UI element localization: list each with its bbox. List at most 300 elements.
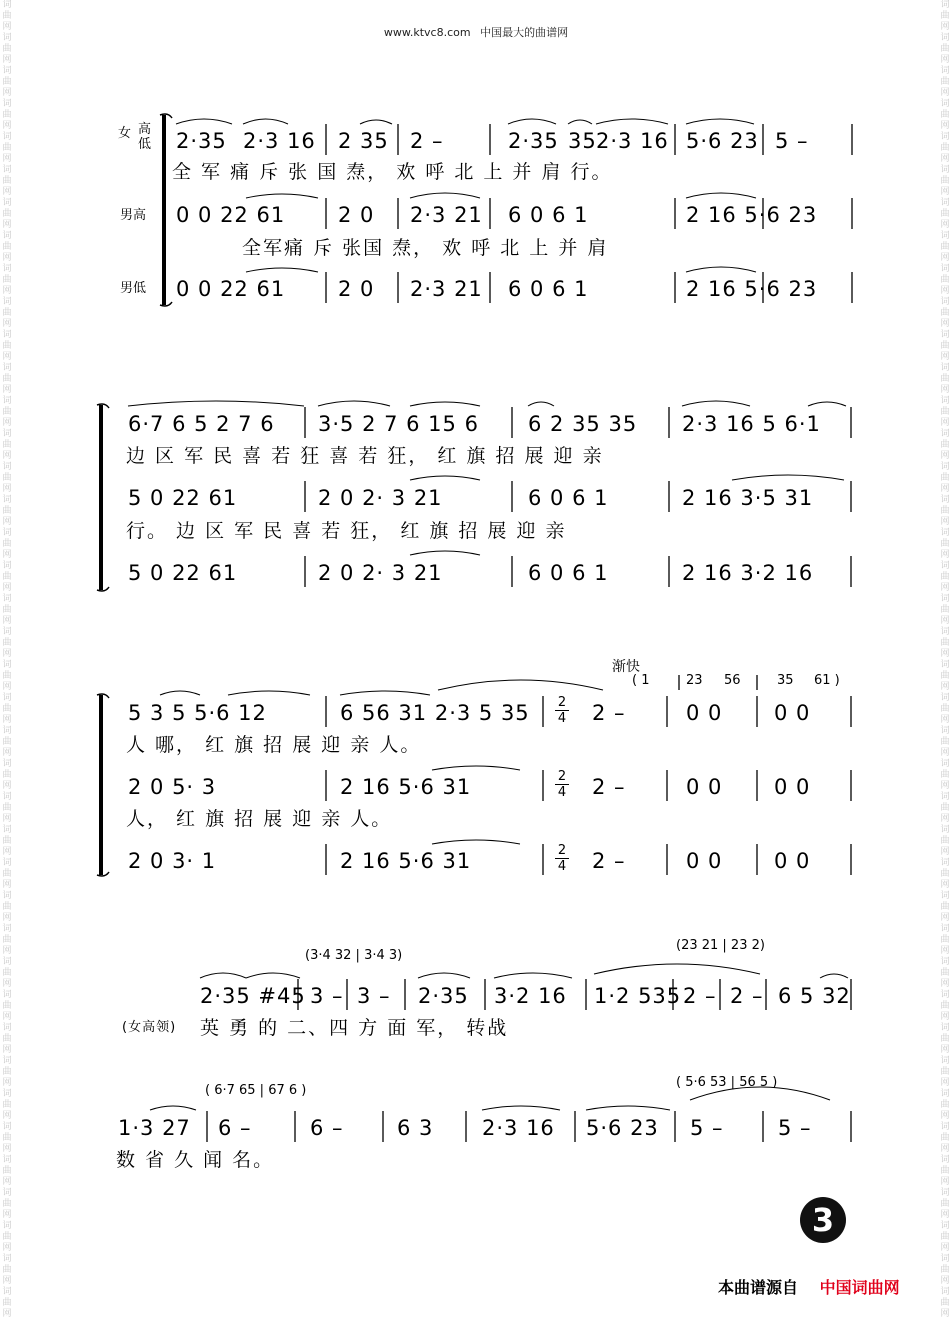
measure: 2·3 21 (410, 277, 483, 301)
measure: 0 0 (686, 775, 723, 799)
line5-lyrics (0, 1144, 952, 1176)
lyric-line: 边 区 军 民 喜 若 狂 喜 若 狂， 红 旗 招 展 迎 亲 (126, 445, 604, 467)
slur (360, 120, 392, 124)
measure: 6 0 6 1 (528, 486, 609, 510)
watermark-char: 网 (2, 88, 12, 98)
system1-male-high-notes (0, 199, 952, 231)
watermark-char: 词 (2, 528, 12, 538)
watermark-char: 曲 (940, 539, 950, 549)
watermark-char: 网 (2, 286, 12, 296)
watermark-char: 词 (940, 528, 950, 538)
watermark-char: 网 (940, 880, 950, 890)
watermark-char: 网 (940, 121, 950, 131)
lyric-line: 人， 红 旗 招 展 迎 亲 人。 (126, 808, 393, 830)
measure: 5·6 23 (686, 129, 759, 153)
watermark-char: 词 (2, 1023, 12, 1033)
slur (246, 268, 318, 272)
site-url[interactable]: www.ktvc8.com (383, 26, 471, 39)
watermark-char: 词 (940, 66, 950, 76)
watermark-char: 曲 (2, 176, 12, 186)
watermark-char: 词 (2, 33, 12, 43)
watermark-char: 网 (940, 1276, 950, 1286)
time-signature-bottom: 4 (557, 785, 567, 800)
watermark-char: 曲 (2, 770, 12, 780)
watermark-char: 曲 (2, 902, 12, 912)
measure: 6 2 35 35 (528, 412, 638, 436)
measure: 6 0 6 1 (528, 561, 609, 585)
watermark-char: 曲 (940, 671, 950, 681)
watermark-char: 曲 (2, 77, 12, 87)
watermark-char: 词 (940, 132, 950, 142)
watermark-char: 词 (2, 1056, 12, 1066)
measure: 2·3 16 5 6·1 (682, 412, 821, 436)
slur (820, 974, 848, 978)
slur (508, 119, 556, 124)
watermark-char: 曲 (2, 1067, 12, 1077)
measure: 6 – (218, 1116, 252, 1140)
watermark-char: 曲 (940, 176, 950, 186)
system1-women-lyrics (0, 156, 952, 188)
watermark-char: 词 (2, 660, 12, 670)
watermark-char: 网 (2, 1276, 12, 1286)
watermark-char: 网 (940, 550, 950, 560)
line5-notes (0, 1112, 952, 1144)
watermark-char: 词 (940, 1254, 950, 1264)
watermark-char: 词 (2, 1188, 12, 1198)
tempo-marking: 渐快 (612, 659, 640, 675)
watermark-char: 网 (2, 583, 12, 593)
watermark-char: 网 (940, 913, 950, 923)
slur (340, 691, 430, 695)
measure: 2 – (592, 849, 626, 873)
watermark-char: 曲 (2, 605, 12, 615)
watermark-char: 曲 (2, 968, 12, 978)
watermark-char: 网 (940, 385, 950, 395)
watermark-char: 网 (2, 1111, 12, 1121)
watermark-char: 词 (940, 1221, 950, 1231)
watermark-char: 曲 (2, 704, 12, 714)
footer-brand-link[interactable]: 中国词曲网 (819, 1278, 900, 1297)
measure: 6 – (310, 1116, 344, 1140)
watermark-char: 曲 (2, 275, 12, 285)
slur (418, 973, 470, 978)
watermark-char: 曲 (940, 1034, 950, 1044)
watermark-char: 词 (940, 759, 950, 769)
watermark-char: 词 (940, 396, 950, 406)
slur (410, 476, 480, 480)
measure: 2 35 (338, 129, 389, 153)
measure: 2·3 21 (410, 203, 483, 227)
watermark-char: 网 (940, 352, 950, 362)
lyric-line: 英 勇 的 二、四 方 面 军， 转战 (200, 1017, 509, 1039)
measure: 2 – (683, 984, 717, 1008)
watermark-char: 词 (2, 924, 12, 934)
slur (594, 964, 760, 974)
time-signature-top: 2 (557, 769, 567, 784)
watermark-char: 曲 (940, 308, 950, 318)
watermark-char: 曲 (940, 44, 950, 54)
system1-male-low-notes (0, 273, 952, 305)
watermark-char: 词 (2, 561, 12, 571)
accomp-figure: 23 (686, 673, 703, 688)
measure: 2 16 5·6 23 (686, 277, 818, 301)
measure: 6·7 6 5 2 7 6 (128, 412, 275, 436)
watermark-char: 曲 (2, 1034, 12, 1044)
watermark-char: 网 (940, 1012, 950, 1022)
measure: 2·35 (418, 984, 469, 1008)
watermark-char: 网 (2, 253, 12, 263)
watermark-char: 曲 (940, 770, 950, 780)
watermark-char: 曲 (2, 1298, 12, 1308)
watermark-char: 词 (2, 99, 12, 109)
watermark-char: 词 (940, 792, 950, 802)
measure: 0 0 (774, 775, 811, 799)
watermark-char: 曲 (2, 143, 12, 153)
watermark-char: 词 (940, 990, 950, 1000)
watermark-char: 词 (940, 99, 950, 109)
watermark-char: 网 (940, 1144, 950, 1154)
watermark-char: 曲 (2, 671, 12, 681)
accomp-figure: 56 (724, 673, 741, 688)
voice-women-char-1: 女 (118, 126, 132, 141)
time-signature-bottom: 4 (557, 711, 567, 726)
watermark-char: 网 (2, 517, 12, 527)
measure: 2·3 16 (482, 1116, 555, 1140)
voice-male-high-label: 男高 (120, 208, 147, 223)
watermark-char: 网 (2, 451, 12, 461)
watermark-char: 词 (2, 297, 12, 307)
watermark-char: 曲 (2, 110, 12, 120)
measure: 2 16 3·5 31 (682, 486, 814, 510)
watermark-char: 词 (2, 990, 12, 1000)
measure: 2·3 16 (243, 129, 316, 153)
watermark-char: 词 (940, 726, 950, 736)
watermark-char: 词 (940, 363, 950, 373)
watermark-char: 网 (940, 187, 950, 197)
measure: 6 5 32 (778, 984, 851, 1008)
slur (243, 119, 288, 124)
voice-women-char-3: 低 (138, 137, 152, 152)
watermark-char: 曲 (940, 407, 950, 417)
watermark-char: 网 (2, 616, 12, 626)
slur (686, 193, 756, 198)
measure: 2 0 (338, 277, 375, 301)
watermark-char: 网 (940, 1177, 950, 1187)
watermark-char: 网 (940, 649, 950, 659)
system3-male-high-notes (0, 771, 952, 803)
watermark-char: 网 (940, 88, 950, 98)
line4-notes (0, 980, 952, 1012)
watermark-char: 词 (940, 33, 950, 43)
watermark-char: 曲 (940, 605, 950, 615)
watermark-char: 网 (940, 781, 950, 791)
watermark-char: 词 (2, 627, 12, 637)
watermark-char: 曲 (940, 572, 950, 582)
lyric-line: 数 省 久 闻 名。 (116, 1149, 275, 1171)
measure: 1·3 27 (118, 1116, 191, 1140)
watermark-char: 网 (940, 253, 950, 263)
watermark-char: 网 (2, 22, 12, 32)
watermark-char: 网 (940, 715, 950, 725)
watermark-char: 曲 (2, 341, 12, 351)
watermark-char: 词 (940, 693, 950, 703)
watermark-char: 网 (940, 979, 950, 989)
slur (128, 401, 304, 406)
watermark-char: 曲 (940, 803, 950, 813)
watermark-char: 词 (940, 231, 950, 241)
watermark-char: 网 (2, 418, 12, 428)
watermark-char: 词 (940, 627, 950, 637)
accomp-figure: 61 ) (814, 673, 840, 688)
measure: 2 – (730, 984, 764, 1008)
measure: 2 16 5·6 31 (340, 849, 472, 873)
watermark-char: 曲 (940, 836, 950, 846)
page-number-badge: 3 (800, 1197, 846, 1243)
slur (494, 973, 572, 978)
site-title: 中国最大的曲谱网 (480, 26, 569, 39)
measure: 2·35 (176, 129, 227, 153)
watermark-char: 网 (940, 814, 950, 824)
measure: 2 16 5·6 23 (686, 203, 818, 227)
watermark-char: 曲 (2, 1199, 12, 1209)
watermark-char: 网 (2, 913, 12, 923)
slur (732, 475, 844, 480)
watermark-char: 曲 (940, 209, 950, 219)
measure: 5 – (775, 129, 809, 153)
watermark-char: 词 (2, 1254, 12, 1264)
accomp-figure: ( 1 (632, 673, 650, 688)
watermark-char: 曲 (2, 935, 12, 945)
watermark-char: 曲 (2, 737, 12, 747)
watermark-char: 词 (2, 330, 12, 340)
measure: 0 0 (686, 849, 723, 873)
slur (410, 551, 480, 555)
watermark-char: 曲 (940, 869, 950, 879)
watermark-char: 词 (2, 396, 12, 406)
time-signature-bottom: 4 (557, 859, 567, 874)
watermark-char: 曲 (940, 1166, 950, 1176)
watermark-char: 词 (2, 132, 12, 142)
watermark-char: 词 (2, 1287, 12, 1297)
watermark-char: 曲 (2, 1001, 12, 1011)
watermark-char: 词 (2, 363, 12, 373)
watermark-char: 网 (940, 682, 950, 692)
watermark-char: 网 (2, 1243, 12, 1253)
measure: 2 0 2· 3 21 (318, 486, 443, 510)
watermark-char: 网 (940, 847, 950, 857)
watermark-char: 词 (940, 198, 950, 208)
watermark-char: 词 (940, 1155, 950, 1165)
watermark-char: 词 (940, 594, 950, 604)
lyric-line: 全军痛 斥 张国 焘， 欢 呼 北 上 并 肩 (242, 237, 609, 259)
watermark-char: 曲 (940, 1067, 950, 1077)
watermark-char: 词 (2, 1155, 12, 1165)
measure: 2 16 3·2 16 (682, 561, 814, 585)
watermark-char: 网 (2, 814, 12, 824)
system2-male-high-notes (0, 482, 952, 514)
watermark-char: 词 (2, 726, 12, 736)
lyric-line: 全 军 痛 斥 张 国 焘， 欢 呼 北 上 并 肩 行。 (172, 161, 613, 183)
measure: 5 – (690, 1116, 724, 1140)
watermark-char: 网 (940, 1243, 950, 1253)
watermark-char: 曲 (940, 275, 950, 285)
ornament-annotation: ( 6·7 65 | 67 6 ) (205, 1083, 307, 1098)
measure: 6 0 6 1 (508, 277, 589, 301)
slur (318, 401, 390, 406)
watermark-char: 词 (2, 429, 12, 439)
watermark-char: 词 (940, 1056, 950, 1066)
measure: 5 0 22 61 (128, 486, 238, 510)
watermark-char: 词 (940, 297, 950, 307)
watermark-char: 词 (2, 165, 12, 175)
system3-male-low-notes (0, 845, 952, 877)
slur (410, 193, 480, 198)
slur (686, 267, 756, 272)
slur (586, 1106, 670, 1110)
watermark-char: 曲 (2, 308, 12, 318)
watermark-char: 曲 (2, 1265, 12, 1275)
watermark-char: 网 (940, 484, 950, 494)
watermark-char: 曲 (2, 1100, 12, 1110)
measure: 5 – (778, 1116, 812, 1140)
watermark-char: 网 (940, 1045, 950, 1055)
watermark-char: 词 (940, 561, 950, 571)
watermark-char: 网 (2, 946, 12, 956)
watermark-char: 网 (940, 748, 950, 758)
watermark-char: 词 (940, 1287, 950, 1297)
lyric-line: 人 哪， 红 旗 招 展 迎 亲 人。 (126, 734, 422, 756)
watermark-char: 词 (2, 231, 12, 241)
measure: 6 56 31 2·3 5 35 (340, 701, 530, 725)
watermark-char: 曲 (940, 242, 950, 252)
watermark-char: 网 (2, 187, 12, 197)
watermark-char: 网 (2, 781, 12, 791)
system3-male-high-lyrics (0, 803, 952, 835)
watermark-char: 网 (2, 748, 12, 758)
watermark-char: 曲 (2, 1166, 12, 1176)
system3-women-lyrics (0, 729, 952, 761)
slur (568, 120, 592, 124)
measure: 5 0 22 61 (128, 561, 238, 585)
measure: 3 – (357, 984, 391, 1008)
system1-male-high-lyrics (0, 232, 952, 264)
watermark-char: 词 (2, 1089, 12, 1099)
watermark-char: 网 (2, 649, 12, 659)
measure: 2 – (410, 129, 444, 153)
watermark-char: 词 (2, 891, 12, 901)
watermark-char: 网 (2, 979, 12, 989)
watermark-char: 网 (2, 55, 12, 65)
measure: 5·6 23 (586, 1116, 659, 1140)
watermark-char: 网 (2, 1309, 12, 1319)
slur (686, 119, 754, 124)
watermark-char: 曲 (2, 1232, 12, 1242)
watermark-char: 词 (2, 792, 12, 802)
measure: 0 0 22 61 (176, 277, 286, 301)
time-signature (555, 844, 569, 873)
watermark-char: 曲 (2, 836, 12, 846)
watermark-char: 网 (940, 1210, 950, 1220)
watermark-char: 曲 (940, 1265, 950, 1275)
watermark-char: 词 (940, 858, 950, 868)
watermark-char: 网 (2, 715, 12, 725)
watermark-char: 网 (2, 1078, 12, 1088)
watermark-char: 曲 (2, 869, 12, 879)
ornament-annotation: ( 5·6 53 | 56 5 ) (676, 1075, 778, 1090)
watermark-char: 曲 (2, 1133, 12, 1143)
watermark-char: 网 (940, 451, 950, 461)
watermark-char: 词 (940, 264, 950, 274)
watermark-char: 网 (940, 946, 950, 956)
watermark-char: 网 (2, 154, 12, 164)
slur (482, 1106, 560, 1110)
watermark-char: 曲 (2, 374, 12, 384)
watermark-char: 曲 (940, 1298, 950, 1308)
system2-male-low-notes (0, 557, 952, 589)
watermark-char: 网 (2, 319, 12, 329)
time-signature-top: 2 (557, 843, 567, 858)
watermark-char: 曲 (940, 506, 950, 516)
watermark-char: 曲 (2, 803, 12, 813)
watermark-char: 网 (940, 55, 950, 65)
slur (228, 691, 310, 695)
watermark-char: 曲 (940, 473, 950, 483)
watermark-char: 词 (940, 495, 950, 505)
watermark-char: 网 (2, 1177, 12, 1187)
watermark-char: 词 (2, 858, 12, 868)
measure: 2 16 5·6 31 (340, 775, 472, 799)
watermark-char: 曲 (940, 968, 950, 978)
measure: 6 0 6 1 (508, 203, 589, 227)
measure: 3·5 2 7 6 15 6 (318, 412, 479, 436)
slur (432, 840, 520, 844)
slur (246, 194, 318, 198)
accomp-figure: 35 (777, 673, 794, 688)
watermark-char: 网 (940, 1078, 950, 1088)
watermark-char: 网 (2, 847, 12, 857)
system1-women-notes (0, 125, 952, 157)
measure: 2 0 (338, 203, 375, 227)
watermark-char: 网 (940, 286, 950, 296)
solo-leader-label: (女高领) (122, 1020, 177, 1035)
measure: 3·2 16 (494, 984, 567, 1008)
system2-women-notes (0, 408, 952, 440)
watermark-char: 词 (940, 1023, 950, 1033)
watermark-char: 曲 (940, 143, 950, 153)
watermark-char: 词 (2, 0, 12, 10)
measure: 2 0 5· 3 (128, 775, 217, 799)
measure: 6 3 (397, 1116, 434, 1140)
watermark-char: 网 (940, 1309, 950, 1319)
system3-women-notes (0, 697, 952, 729)
watermark-char: 词 (940, 1188, 950, 1198)
watermark-char: 网 (940, 22, 950, 32)
watermark-char: 曲 (2, 209, 12, 219)
watermark-char: 网 (2, 1210, 12, 1220)
measure: 1·2 535 (594, 984, 682, 1008)
watermark-char: 曲 (2, 407, 12, 417)
watermark-char: 词 (940, 462, 950, 472)
watermark-char: 网 (940, 616, 950, 626)
watermark-char: 曲 (940, 1001, 950, 1011)
watermark-char: 曲 (2, 242, 12, 252)
measure: 35 (568, 129, 597, 153)
watermark-char: 词 (2, 825, 12, 835)
slur (246, 973, 300, 978)
slur (438, 680, 603, 690)
watermark-char: 网 (2, 1012, 12, 1022)
watermark-char: 网 (940, 319, 950, 329)
